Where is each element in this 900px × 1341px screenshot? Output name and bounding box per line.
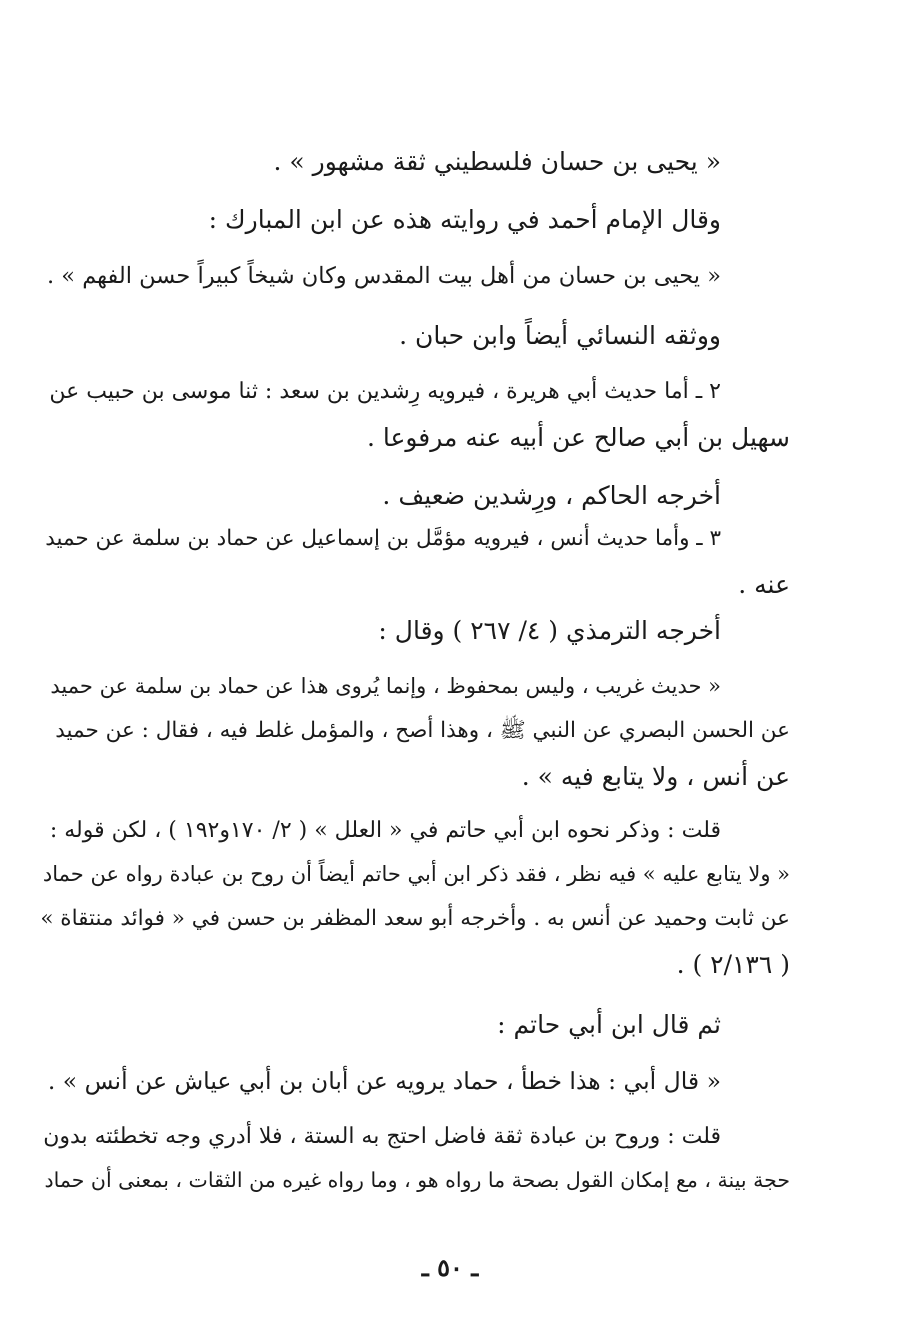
text-line: أخرجه الحاكم ، ورِشدين ضعيف .: [382, 481, 721, 510]
text-line: أخرجه الترمذي ( ٤/ ٢٦٧ ) وقال :: [378, 616, 721, 645]
quote-line: عن أنس ، ولا يتابع فيه » .: [521, 762, 790, 791]
quote-line: « يحيى بن حسان من أهل بيت المقدس وكان شيخاً كبيراً حسن الفهم » .: [46, 263, 721, 289]
text-line: حجة بينة ، مع إمكان القول بصحة ما رواه هو ، وما رواه غيره من الثقات ، بمعنى أن حماد: [44, 1168, 790, 1192]
text-line: ثم قال ابن أبي حاتم :: [497, 1010, 721, 1039]
numbered-paragraph-line: ٢ ـ أما حديث أبي هريرة ، فيرويه رِشدين بن سعد : ثنا موسى بن حبيب عن: [49, 379, 721, 404]
text-line: سهيل بن أبي صالح عن أبيه عنه مرفوعا .: [366, 423, 790, 452]
quote-line: عن الحسن البصري عن النبي ﷺ ، وهذا أصح ، والمؤمل غلط فيه ، فقال : عن حميد: [55, 718, 790, 743]
text-line: ( ٢/١٣٦ ) .: [676, 950, 790, 979]
text-line: « ولا يتابع عليه » فيه نظر ، فقد ذكر ابن أبي حاتم أيضاً أن روح بن عبادة رواه عن حماد: [42, 862, 790, 886]
page-number: ـ ٥٠ ـ: [421, 1253, 479, 1282]
text-line: قلت : وذكر نحوه ابن أبي حاتم في « العلل » ( ٢/ ١٧٠و١٩٢ ) ، لكن قوله :: [49, 818, 721, 843]
text-line: قلت : وروح بن عبادة ثقة فاضل احتج به الستة ، فلا أدري وجه تخطئته بدون: [43, 1124, 721, 1149]
numbered-paragraph-line: ٣ ـ وأما حديث أنس ، فيرويه مؤمَّل بن إسماعيل عن حماد بن سلمة عن حميد: [45, 526, 721, 551]
text-line: عن ثابت وحميد عن أنس به . وأخرجه أبو سعد المظفر بن حسن في « فوائد منتقاة »: [40, 906, 790, 931]
quote-line: « حديث غريب ، وليس بمحفوظ ، وإنما يُروى هذا عن حماد بن سلمة عن حميد: [50, 674, 721, 698]
quote-line: « قال أبي : هذا خطأ ، حماد يرويه عن أبان بن أبي عياش عن أنس » .: [47, 1067, 721, 1095]
quote-line: « يحيى بن حسان فلسطيني ثقة مشهور » .: [273, 147, 721, 176]
text-line: ووثقه النسائي أيضاً وابن حبان .: [399, 321, 721, 350]
text-line: عنه .: [738, 570, 790, 599]
text-line: وقال الإمام أحمد في روايته هذه عن ابن المبارك :: [208, 205, 721, 234]
